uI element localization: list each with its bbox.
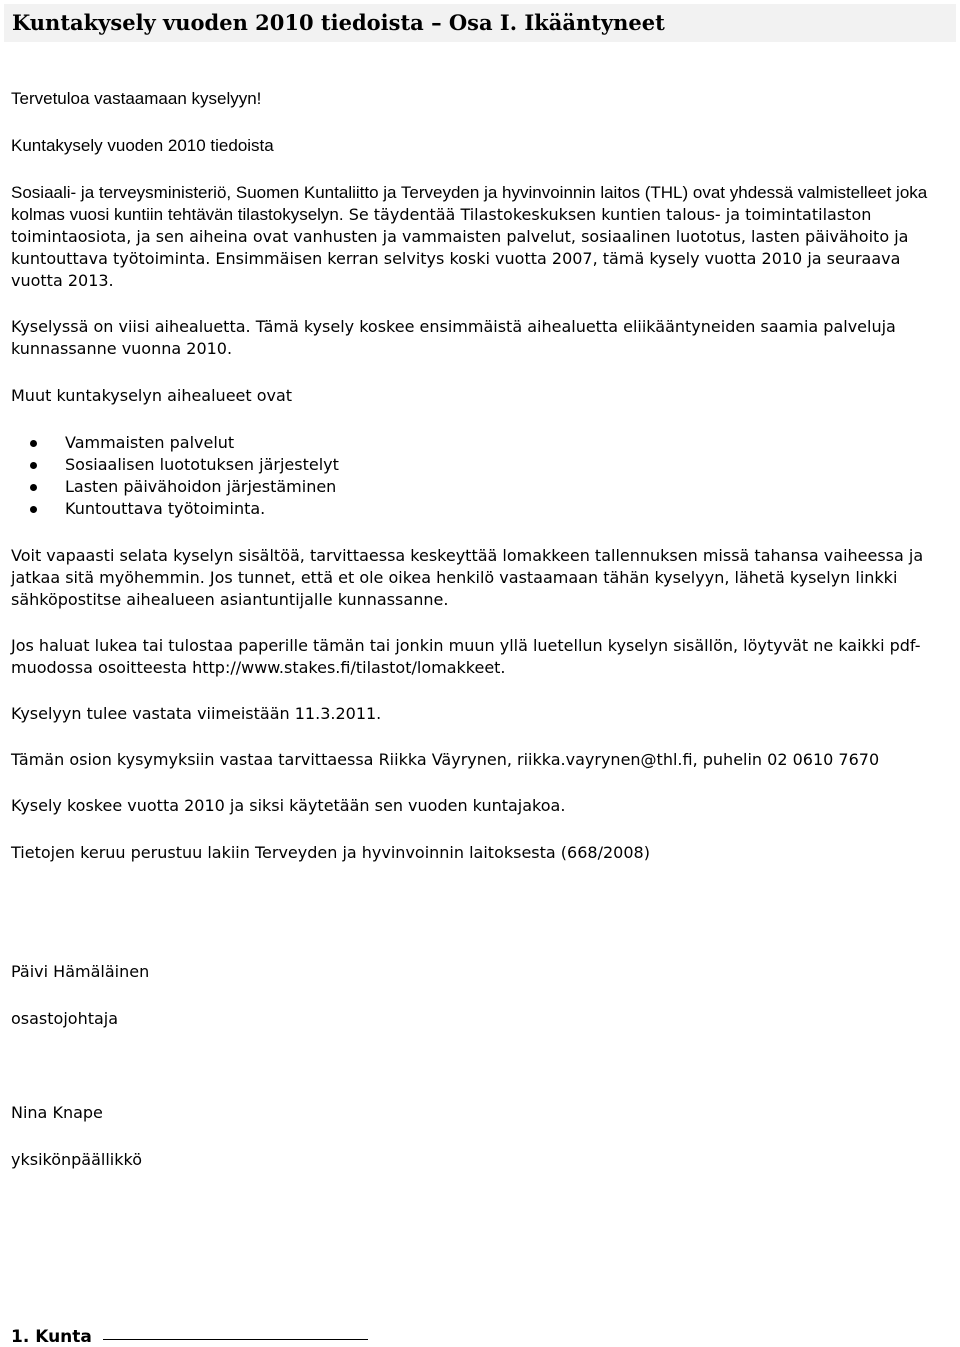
municipal-division-text: Kysely koskee vuotta 2010 ja siksi käytetään sen vuoden kuntajakoa.	[11, 796, 566, 815]
survey-name-text: Kuntakysely vuoden 2010 tiedoista	[11, 136, 274, 155]
intro-paragraph	[11, 182, 946, 292]
question-1-label: 1. Kunta	[11, 1327, 92, 1347]
pdf-paragraph: Jos haluat lukea tai tulostaa paperille tämän tai jonkin muun yllä luetellun kyselyn sisällön, löytyvät ne kaikki pdf-muodossa osoitteesta http://www.stakes.fi/tilastot/lomakkeet.	[11, 636, 921, 677]
topics-paragraph	[11, 316, 946, 360]
page-title: Kuntakysely vuoden 2010 tiedoista – Osa I. Ikääntyneet	[12, 10, 665, 35]
signature-name-1: Päivi Hämäläinen	[11, 962, 150, 981]
other-topics-list	[11, 432, 946, 520]
topics-paragraph-part-1: Kyselyssä on viisi aihealuetta.	[11, 317, 251, 336]
contact-text: Tämän osion kysymyksiin vastaa tarvittaessa Riikka Väyrynen, riikka.vayrynen@thl.fi, puhelin 02 0610 7670	[11, 750, 880, 769]
list-item-label: Vammaisten palvelut	[65, 433, 235, 452]
legal-basis-text: Tietojen keruu perustuu lakiin Terveyden ja hyvinvoinnin laitoksesta (668/2008)	[11, 843, 650, 862]
list-item-label: Lasten päivähoidon järjestäminen	[65, 477, 337, 496]
bullet-icon	[30, 484, 37, 491]
list-item	[11, 476, 946, 498]
list-item	[11, 454, 946, 476]
list-item-label: Kuntouttava työtoiminta.	[65, 499, 266, 518]
intro-content	[11, 88, 946, 864]
list-item-label: Sosiaalisen luototuksen järjestelyt	[65, 455, 339, 474]
bullet-icon	[30, 462, 37, 469]
bullet-icon	[30, 440, 37, 447]
browse-paragraph-part-1: Voit vapaasti selata kyselyn sisältöä, tarvittaessa keskeyttää lomakkeen tallennuksen missä tahansa vaiheessa ja jatkaa sitä myöhemmin.	[11, 546, 924, 587]
browse-paragraph-part-2: Jos tunnet, että et ole oikea henkilö vastaamaan tähän kyselyyn, lähetä kyselyn linkki sähköpostitse aihealueen asiantuntijalle kunnassanne.	[11, 568, 898, 609]
intro-paragraph-part-1: Sosiaali- ja terveysministeriö, Suomen Kuntaliitto ja Terveyden ja hyvinvoinnin laitos (THL) ovat yhdessä valmistelleet joka kolmas vuosi kuntiin tehtävän tilastokyselyn.	[11, 183, 928, 224]
intro-paragraph-part-2: Se täydentää Tilastokeskuksen kuntien talous- ja toimintatilaston toimintaosiota, ja sen aiheina ovat vanhusten ja vammaisten palvelut, sosiaalinen luototus, lasten päivähoito ja kuntouttava työtoiminta.	[11, 205, 909, 268]
signature-name-2: Nina Knape	[11, 1103, 103, 1122]
welcome-text: Tervetuloa vastaamaan kyselyyn!	[11, 89, 262, 108]
other-topics-heading: Muut kuntakyselyn aihealueet ovat	[11, 386, 293, 405]
signature-role-1: osastojohtaja	[11, 1009, 119, 1028]
browse-paragraph	[11, 545, 946, 611]
bullet-icon	[30, 506, 37, 513]
title-bar	[4, 4, 956, 42]
list-item	[11, 498, 946, 520]
signature-role-2: yksikönpäällikkö	[11, 1150, 142, 1169]
topics-paragraph-part-2: Tämä kysely koskee ensimmäistä aihealuetta eliikääntyneiden saamia palveluja kunnassanne vuonna 2010.	[11, 317, 896, 358]
intro-paragraph-part-3: Ensimmäisen kerran selvitys koski vuotta 2007, tämä kysely vuotta 2010 ja seuraava vuotta 2013.	[11, 249, 901, 290]
deadline-text: Kyselyyn tulee vastata viimeistään 11.3.2011.	[11, 704, 382, 723]
list-item	[11, 432, 946, 454]
question-1-answer-field[interactable]	[103, 1339, 368, 1340]
